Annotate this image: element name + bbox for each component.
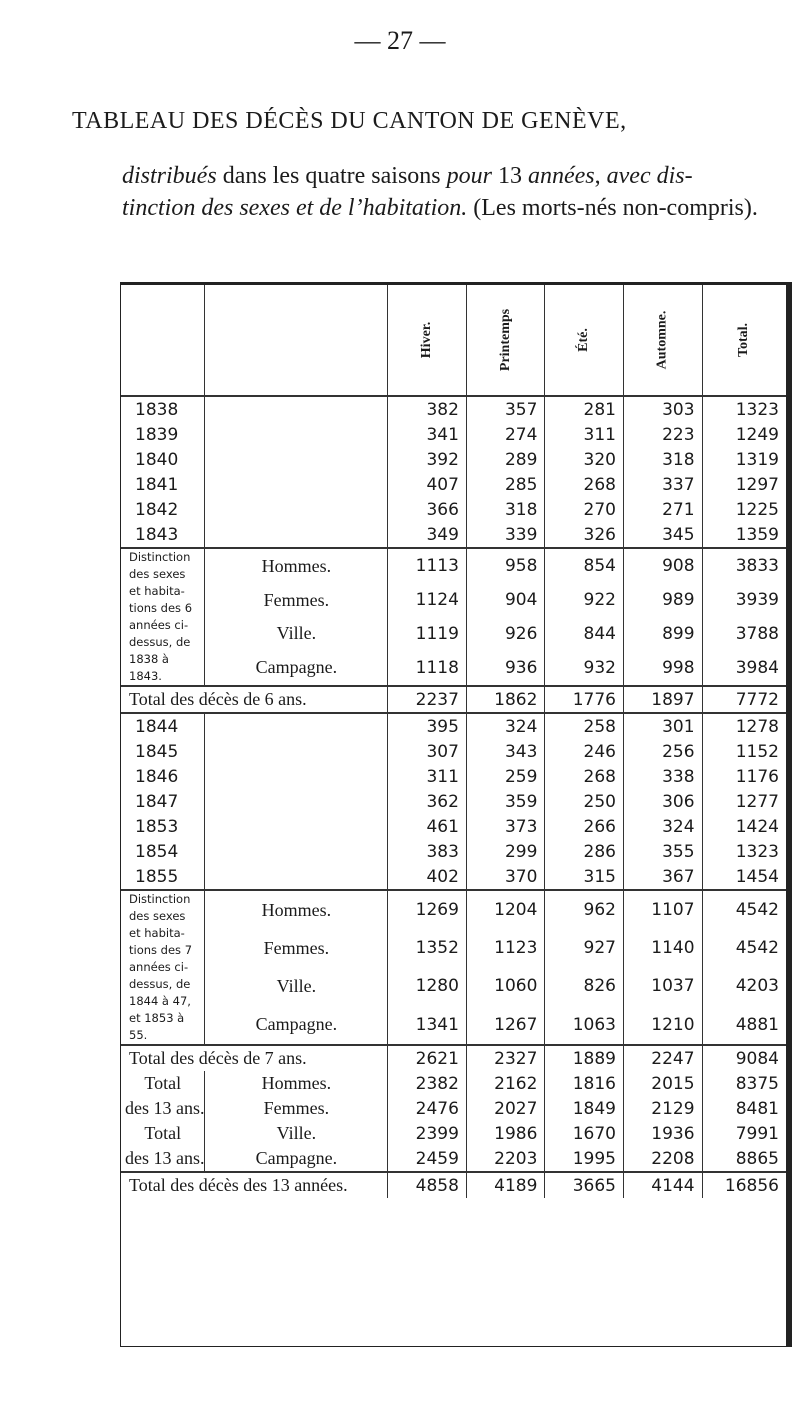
- value-cell: 246: [545, 739, 624, 764]
- value-cell: 2129: [623, 1096, 702, 1121]
- total-cell: 8865: [702, 1146, 786, 1172]
- header-blank: [205, 285, 388, 396]
- empty-cell: [205, 396, 388, 422]
- subtitle-part: pour: [446, 163, 492, 189]
- value-cell: 899: [623, 617, 702, 651]
- table-row: [121, 1121, 786, 1146]
- total-cell: 9084: [702, 1045, 786, 1071]
- value-cell: 2399: [388, 1121, 467, 1146]
- table-row: [121, 890, 786, 930]
- value-cell: 1936: [623, 1121, 702, 1146]
- subtitle-part: ,: [594, 163, 607, 189]
- value-cell: 324: [466, 713, 545, 739]
- value-cell: 338: [623, 764, 702, 789]
- value-cell: 461: [388, 814, 467, 839]
- table-row: [121, 713, 786, 739]
- table-row: [121, 522, 786, 548]
- value-cell: 355: [623, 839, 702, 864]
- category-cell: Ville.: [205, 1121, 388, 1146]
- value-cell: 922: [545, 583, 624, 617]
- value-cell: 303: [623, 396, 702, 422]
- value-cell: 1849: [545, 1096, 624, 1121]
- value-cell: 286: [545, 839, 624, 864]
- value-cell: 341: [388, 422, 467, 447]
- table-row: [121, 548, 786, 583]
- value-cell: 271: [623, 497, 702, 522]
- distinction-label: Distinction des sexes et habita- tions des 7 années ci-dessus, de 1844 à 47, et 1853 à 55.: [121, 890, 205, 1045]
- total-cell: 4881: [702, 1005, 786, 1045]
- year-cell: 1854: [135, 841, 179, 862]
- table-row: [121, 497, 786, 522]
- year-cell: 1847: [135, 791, 179, 812]
- value-cell: 1063: [545, 1005, 624, 1045]
- page-number: — 27 —: [354, 26, 446, 55]
- value-cell: 854: [545, 548, 624, 583]
- total-cell: 1454: [702, 864, 786, 890]
- value-cell: 989: [623, 583, 702, 617]
- subtitle-part: (Les morts-nés non-compris).: [467, 195, 758, 221]
- value-cell: 1267: [466, 1005, 545, 1045]
- deaths-table-frame: [120, 282, 792, 1347]
- total-row: [121, 686, 786, 713]
- value-cell: 392: [388, 447, 467, 472]
- value-cell: 258: [545, 713, 624, 739]
- value-cell: 1210: [623, 1005, 702, 1045]
- value-cell: 1280: [388, 967, 467, 1005]
- value-cell: 407: [388, 472, 467, 497]
- total-cell: 1359: [702, 522, 786, 548]
- empty-cell: [205, 789, 388, 814]
- value-cell: 311: [545, 422, 624, 447]
- year-cell: 1855: [135, 866, 179, 887]
- table-row: [121, 789, 786, 814]
- total-cell: 1323: [702, 839, 786, 864]
- value-cell: 362: [388, 789, 467, 814]
- value-cell: 1123: [466, 930, 545, 968]
- empty-cell: [205, 713, 388, 739]
- subtitle-part: 13: [492, 163, 528, 189]
- category-cell: Femmes.: [205, 583, 388, 617]
- total-cell: 1249: [702, 422, 786, 447]
- page-title: TABLEAU DES DÉCÈS DU CANTON DE GENÈVE,: [72, 108, 627, 134]
- value-cell: 250: [545, 789, 624, 814]
- value-cell: 318: [623, 447, 702, 472]
- value-cell: 1118: [388, 651, 467, 686]
- value-cell: 223: [623, 422, 702, 447]
- total-cell: 3788: [702, 617, 786, 651]
- total-cell: 8481: [702, 1096, 786, 1121]
- value-cell: 1816: [545, 1071, 624, 1096]
- empty-cell: [205, 814, 388, 839]
- value-cell: 962: [545, 890, 624, 930]
- total-cell: 1278: [702, 713, 786, 739]
- empty-cell: [205, 522, 388, 548]
- year-cell: 1842: [135, 499, 179, 520]
- value-cell: 307: [388, 739, 467, 764]
- header-printemps: Printemps: [466, 285, 545, 396]
- value-cell: 370: [466, 864, 545, 890]
- value-cell: 936: [466, 651, 545, 686]
- total-cell: 8375: [702, 1071, 786, 1096]
- value-cell: 306: [623, 789, 702, 814]
- table-row: [121, 651, 786, 686]
- year-cell: 1840: [135, 449, 179, 470]
- value-cell: 1986: [466, 1121, 545, 1146]
- category-cell: Femmes.: [205, 930, 388, 968]
- value-cell: 1037: [623, 967, 702, 1005]
- empty-cell: [205, 422, 388, 447]
- table-row: [121, 930, 786, 968]
- value-cell: 3665: [545, 1172, 624, 1198]
- total-label: Total des décès de 7 ans.: [121, 1045, 388, 1071]
- value-cell: 908: [623, 548, 702, 583]
- header-hiver: Hiver.: [388, 285, 467, 396]
- empty-cell: [205, 739, 388, 764]
- value-cell: 1204: [466, 890, 545, 930]
- value-cell: 289: [466, 447, 545, 472]
- total-cell: 16856: [702, 1172, 786, 1198]
- value-cell: 268: [545, 472, 624, 497]
- table-row: [121, 422, 786, 447]
- total-cell: 3939: [702, 583, 786, 617]
- value-cell: 844: [545, 617, 624, 651]
- subtitle-part: années: [528, 163, 595, 189]
- empty-cell: [205, 472, 388, 497]
- total-cell: 3984: [702, 651, 786, 686]
- value-cell: 4189: [466, 1172, 545, 1198]
- empty-cell: [205, 864, 388, 890]
- value-cell: 324: [623, 814, 702, 839]
- distinction-label: Distinction des sexes et habita- tions des 6 années ci-dessus, de 1838 à 1843.: [121, 548, 205, 686]
- year-cell: 1846: [135, 766, 179, 787]
- value-cell: 927: [545, 930, 624, 968]
- total-cell: 3833: [702, 548, 786, 583]
- value-cell: 359: [466, 789, 545, 814]
- value-cell: 2203: [466, 1146, 545, 1172]
- table-row: [121, 1146, 786, 1172]
- value-cell: 1124: [388, 583, 467, 617]
- value-cell: 2327: [466, 1045, 545, 1071]
- value-cell: 343: [466, 739, 545, 764]
- total-cell: 4203: [702, 967, 786, 1005]
- table-row: [121, 447, 786, 472]
- table-row: [121, 617, 786, 651]
- value-cell: 4144: [623, 1172, 702, 1198]
- value-cell: 1119: [388, 617, 467, 651]
- year-cell: 1844: [121, 713, 205, 739]
- header-row: [121, 285, 786, 396]
- total-cell: 1424: [702, 814, 786, 839]
- deaths-table: [121, 285, 786, 1198]
- total-13-label: Total: [144, 1073, 182, 1093]
- value-cell: 349: [388, 522, 467, 548]
- category-cell: Femmes.: [205, 1096, 388, 1121]
- value-cell: 1107: [623, 890, 702, 930]
- category-cell: Hommes.: [205, 548, 388, 583]
- value-cell: 2162: [466, 1071, 545, 1096]
- value-cell: 1269: [388, 890, 467, 930]
- value-cell: 266: [545, 814, 624, 839]
- year-cell: 1838: [135, 399, 179, 420]
- value-cell: 1060: [466, 967, 545, 1005]
- table-row: [121, 739, 786, 764]
- value-cell: 904: [466, 583, 545, 617]
- total-cell: 7991: [702, 1121, 786, 1146]
- value-cell: 326: [545, 522, 624, 548]
- value-cell: 315: [545, 864, 624, 890]
- table-row: [121, 839, 786, 864]
- table-row: [121, 472, 786, 497]
- total-cell: 4542: [702, 930, 786, 968]
- value-cell: 1113: [388, 548, 467, 583]
- value-cell: 281: [545, 396, 624, 422]
- header-automne: Automne.: [623, 285, 702, 396]
- value-cell: 285: [466, 472, 545, 497]
- value-cell: 2382: [388, 1071, 467, 1096]
- total-cell: 1319: [702, 447, 786, 472]
- empty-cell: [205, 764, 388, 789]
- total-label: Total des décès des 13 années.: [121, 1172, 388, 1198]
- total-13-label: Total: [144, 1123, 182, 1143]
- value-cell: 1897: [623, 686, 702, 713]
- table-row: [121, 396, 786, 422]
- value-cell: 268: [545, 764, 624, 789]
- value-cell: 1140: [623, 930, 702, 968]
- value-cell: 932: [545, 651, 624, 686]
- year-cell: 1853: [135, 816, 179, 837]
- value-cell: 1862: [466, 686, 545, 713]
- value-cell: 373: [466, 814, 545, 839]
- category-cell: Ville.: [205, 967, 388, 1005]
- subtitle-part: dans les quatre saisons: [216, 163, 447, 189]
- value-cell: 4858: [388, 1172, 467, 1198]
- value-cell: 2459: [388, 1146, 467, 1172]
- table-row: [121, 864, 786, 890]
- value-cell: 299: [466, 839, 545, 864]
- value-cell: 383: [388, 839, 467, 864]
- page-subtitle: [122, 160, 762, 224]
- total-cell: 1225: [702, 497, 786, 522]
- category-cell: Ville.: [205, 617, 388, 651]
- value-cell: 345: [623, 522, 702, 548]
- value-cell: 318: [466, 497, 545, 522]
- value-cell: 270: [545, 497, 624, 522]
- value-cell: 1341: [388, 1005, 467, 1045]
- value-cell: 1670: [545, 1121, 624, 1146]
- value-cell: 926: [466, 617, 545, 651]
- value-cell: 259: [466, 764, 545, 789]
- total-13-label: des 13 ans.: [125, 1148, 205, 1168]
- value-cell: 256: [623, 739, 702, 764]
- total-cell: 1277: [702, 789, 786, 814]
- subtitle-part: avec dis- tinction des sexes et de l’habitation.: [122, 163, 693, 221]
- empty-cell: [205, 839, 388, 864]
- year-cell: 1845: [135, 741, 179, 762]
- value-cell: 366: [388, 497, 467, 522]
- total-label: Total des décès de 6 ans.: [121, 686, 388, 713]
- value-cell: 274: [466, 422, 545, 447]
- total-cell: 1297: [702, 472, 786, 497]
- total-cell: 1152: [702, 739, 786, 764]
- table-row: [121, 1005, 786, 1045]
- header-total: Total.: [702, 285, 786, 396]
- year-cell: 1841: [135, 474, 179, 495]
- total-13-label: des 13 ans.: [125, 1098, 205, 1118]
- value-cell: 395: [388, 713, 467, 739]
- category-cell: Hommes.: [205, 1071, 388, 1096]
- category-cell: Hommes.: [205, 890, 388, 930]
- value-cell: 2476: [388, 1096, 467, 1121]
- table-row: [121, 814, 786, 839]
- value-cell: 1352: [388, 930, 467, 968]
- category-cell: Campagne.: [205, 651, 388, 686]
- year-cell: 1843: [135, 524, 179, 545]
- total-cell: 1176: [702, 764, 786, 789]
- value-cell: 382: [388, 396, 467, 422]
- total-row: [121, 1045, 786, 1071]
- value-cell: 339: [466, 522, 545, 548]
- value-cell: 311: [388, 764, 467, 789]
- total-cell: 7772: [702, 686, 786, 713]
- category-cell: Campagne.: [205, 1146, 388, 1172]
- value-cell: 1776: [545, 686, 624, 713]
- value-cell: 1995: [545, 1146, 624, 1172]
- table-body: [121, 396, 786, 1198]
- table-row: [121, 583, 786, 617]
- category-cell: Campagne.: [205, 1005, 388, 1045]
- empty-cell: [205, 497, 388, 522]
- year-cell: 1839: [135, 424, 179, 445]
- value-cell: 367: [623, 864, 702, 890]
- value-cell: 1889: [545, 1045, 624, 1071]
- value-cell: 826: [545, 967, 624, 1005]
- empty-cell: [205, 447, 388, 472]
- value-cell: 958: [466, 548, 545, 583]
- value-cell: 357: [466, 396, 545, 422]
- subtitle-part: distribués: [122, 163, 217, 189]
- total-row: [121, 1172, 786, 1198]
- table-row: [121, 1071, 786, 1096]
- table-row: [121, 967, 786, 1005]
- value-cell: 998: [623, 651, 702, 686]
- value-cell: 2208: [623, 1146, 702, 1172]
- value-cell: 320: [545, 447, 624, 472]
- value-cell: 2621: [388, 1045, 467, 1071]
- value-cell: 2237: [388, 686, 467, 713]
- value-cell: 2247: [623, 1045, 702, 1071]
- total-cell: 4542: [702, 890, 786, 930]
- header-ete: Été.: [545, 285, 624, 396]
- value-cell: 337: [623, 472, 702, 497]
- value-cell: 301: [623, 713, 702, 739]
- value-cell: 402: [388, 864, 467, 890]
- total-cell: 1323: [702, 396, 786, 422]
- value-cell: 2027: [466, 1096, 545, 1121]
- value-cell: 2015: [623, 1071, 702, 1096]
- header-blank: [121, 285, 205, 396]
- table-row: [121, 764, 786, 789]
- table-row: [121, 1096, 786, 1121]
